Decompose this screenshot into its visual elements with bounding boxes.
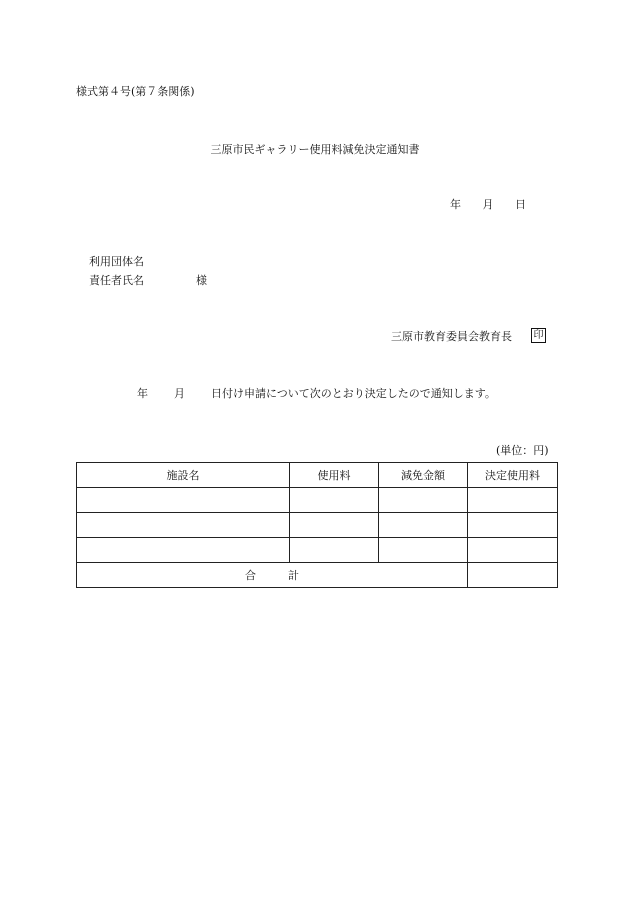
honorific: 様 <box>196 274 207 287</box>
table-header-row <box>77 463 558 488</box>
organization-label: 利用団体名 <box>89 255 144 268</box>
date-line <box>450 198 526 212</box>
representative-label: 責任者氏名 <box>89 274 144 287</box>
header-facility-name: 施設名 <box>77 463 290 488</box>
total-label-char: 合 <box>245 569 256 582</box>
notice-body: 日付け申請について次のとおり決定したので通知します。 <box>211 387 496 400</box>
table-cell <box>379 513 468 538</box>
total-label <box>77 563 468 588</box>
table-cell <box>77 538 290 563</box>
table-cell <box>77 488 290 513</box>
document-title: 三原市民ギャラリー使用料減免決定通知書 <box>210 143 420 156</box>
table-cell <box>290 488 379 513</box>
table-row <box>77 513 558 538</box>
form-number: 様式第４号(第７条関係) <box>76 85 195 98</box>
unit-note: (単位：円) <box>496 444 549 457</box>
seal-mark: 印 <box>531 328 546 343</box>
header-final-fee: 決定使用料 <box>468 463 558 488</box>
notice-month-label: 月 <box>174 387 185 400</box>
table-cell <box>468 488 558 513</box>
issuer-name: 三原市教育委員会教育長 <box>391 330 512 343</box>
table-cell <box>468 513 558 538</box>
header-reduction-amount: 減免金額 <box>379 463 468 488</box>
table-row <box>77 488 558 513</box>
header-usage-fee: 使用料 <box>290 463 379 488</box>
table-cell <box>379 488 468 513</box>
table-cell <box>290 538 379 563</box>
date-month-label: 月 <box>482 198 494 211</box>
total-label-char: 計 <box>288 569 299 582</box>
table-cell <box>468 538 558 563</box>
total-row <box>77 563 558 588</box>
table-cell <box>290 513 379 538</box>
date-day-label: 日 <box>515 198 526 211</box>
table-cell <box>379 538 468 563</box>
fee-table <box>76 462 558 588</box>
notice-year-label: 年 <box>137 387 148 400</box>
table-row <box>77 538 558 563</box>
date-year-label: 年 <box>450 198 461 211</box>
total-value-cell <box>468 563 558 588</box>
notice-text <box>137 387 496 401</box>
table-cell <box>77 513 290 538</box>
